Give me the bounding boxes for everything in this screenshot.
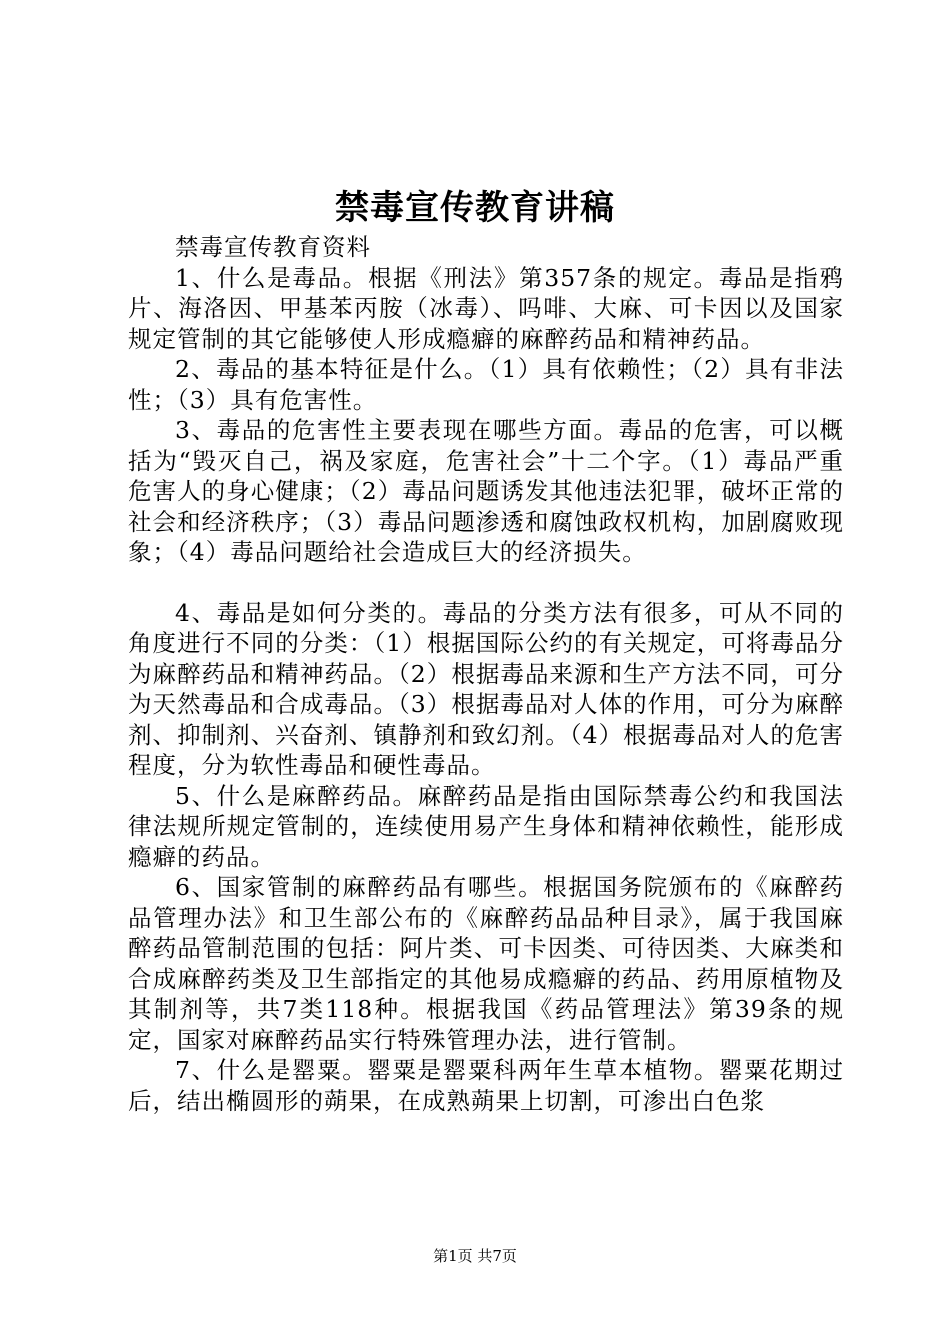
paragraph-4: 4、毒品是如何分类的。毒品的分类方法有很多，可从不同的角度进行不同的分类：（1）根据国际公约的有关规定，可将毒品分为麻醉药品和精神药品。（2）根据毒品来源和生产方法不同，可分为天然毒品和合成毒品。（3）根据毒品对人体的作用，可分为麻醉剂、抑制剂、兴奋剂、镇静剂和致幻剂。（4）根据毒品对人的危害程度，分为软性毒品和硬性毒品。: [128, 598, 844, 779]
paragraph-7: 7、什么是罂粟。罂粟是罂粟科两年生草本植物。罂粟花期过后，结出椭圆形的蒴果，在成熟蒴果上切割，可渗出白色浆: [128, 1056, 844, 1115]
paragraph-6: 6、国家管制的麻醉药品有哪些。根据国务院颁布的《麻醉药品管理办法》和卫生部公布的《麻醉药品品种目录》，属于我国麻醉药品管制范围的包括：阿片类、可卡因类、可待因类、大麻类和合成麻醉药类及卫生部指定的其他易成瘾癖的药品、药用原植物及其制剂等，共7类118种。根据我国《药品管理法》第39条的规定，国家对麻醉药品实行特殊管理办法，进行管制。: [128, 873, 844, 1054]
paragraph-3: 3、毒品的危害性主要表现在哪些方面。毒品的危害，可以概括为“毁灭自己，祸及家庭，危害社会”十二个字。（1）毒品严重危害人的身心健康；（2）毒品问题诱发其他违法犯罪，破坏正常的社会和经济秩序；（3）毒品问题渗透和腐蚀政权机构，加剧腐败现象；（4）毒品问题给社会造成巨大的经济损失。: [128, 416, 844, 566]
paragraph-subtitle: 禁毒宣传教育资料: [175, 233, 371, 261]
paragraph-1: 1、什么是毒品。根据《刑法》第357条的规定。毒品是指鸦片、海洛因、甲基苯丙胺（冰毒）、吗啡、大麻、可卡因以及国家规定管制的其它能够使人形成瘾癖的麻醉药品和精神药品。: [128, 263, 844, 353]
document-body: [128, 232, 844, 1116]
paragraph-2: 2、毒品的基本特征是什么。（1）具有依赖性；（2）具有非法性；（3）具有危害性。: [128, 355, 844, 414]
paragraph-5: 5、什么是麻醉药品。麻醉药品是指由国际禁毒公约和我国法律法规所规定管制的，连续使用易产生身体和精神依赖性，能形成瘾癖的药品。: [128, 781, 844, 871]
page-title: 禁毒宣传教育讲稿: [335, 188, 615, 228]
page-footer: 第1页 共7页: [433, 1247, 517, 1265]
